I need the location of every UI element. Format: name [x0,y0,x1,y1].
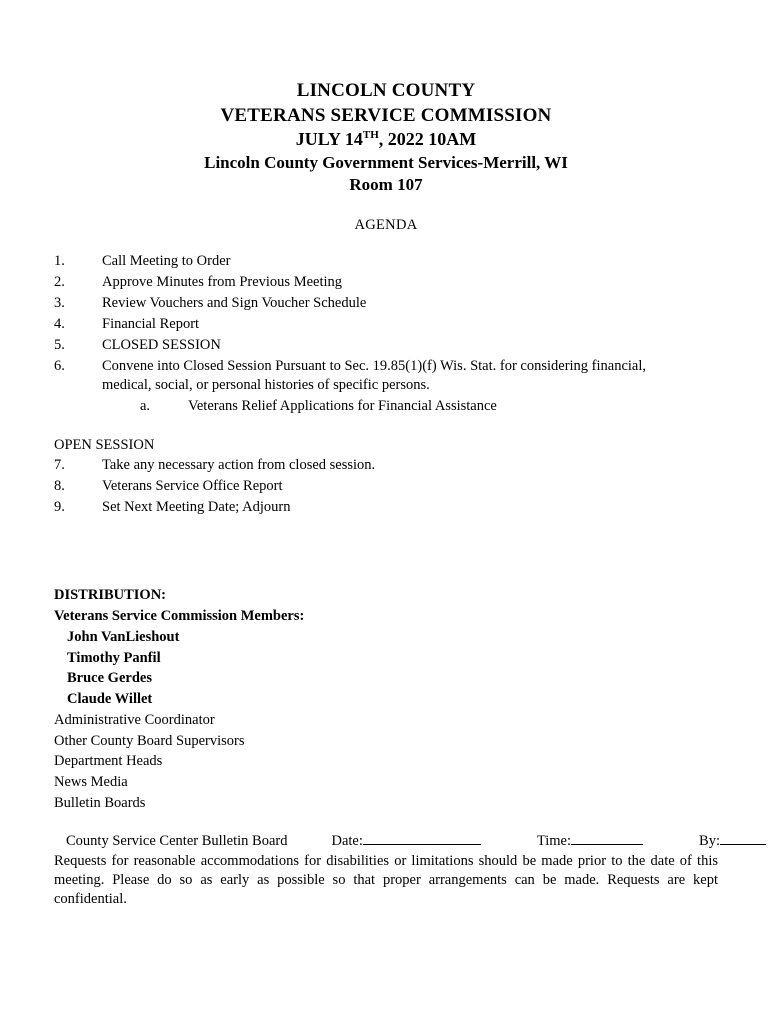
time-label: Time: [536,833,572,850]
agenda-item [54,273,718,292]
agenda-items-list [54,252,718,416]
header-line-commission: VETERANS SERVICE COMMISSION [220,105,552,127]
time-field[interactable] [571,844,643,845]
distribution-recipient: Administrative Coordinator [54,711,215,728]
agenda-item-number: 3. [54,294,65,311]
agenda-item-number: 1. [54,252,65,269]
agenda-item [54,498,718,517]
agenda-item-number: 9. [54,498,65,515]
agenda-items-list-after [54,456,718,517]
agenda-item-text: Take any necessary action from closed session. [102,456,376,473]
agenda-item [54,357,718,394]
bulletin-board-posting-line [54,832,718,851]
distribution-members-label: Veterans Service Commission Members: [54,608,305,625]
distribution-recipient: News Media [54,774,128,791]
agenda-item-text: Set Next Meeting Date; Adjourn [102,498,291,515]
agenda-item [54,252,718,271]
accommodations-paragraph: Requests for reasonable accommodations for disabilities or limitations should be made prior to the date of this meeting. Please do so as early as possible so that proper arrangements can be made. Requests are kept confidential. [54,853,718,907]
agenda-item-number: 8. [54,477,65,494]
by-label: By: [699,833,720,850]
agenda-item-text: Review Vouchers and Sign Voucher Schedule [102,294,367,311]
footer-block [54,832,718,908]
header-line-county: LINCOLN COUNTY [296,80,476,101]
agenda-item [54,336,718,355]
agenda-item-text-continued: medical, social, or personal histories of specific persons. [102,376,430,393]
agenda-item-text-wrap [102,357,718,394]
open-session-label: OPEN SESSION [54,436,155,453]
header-date-suffix: TH [362,129,379,142]
distribution-member: Claude Willet [67,691,153,708]
distribution-recipient: Bulletin Boards [54,794,146,811]
agenda-item-text: Financial Report [102,315,200,332]
distribution-title: DISTRIBUTION: [54,587,166,604]
agenda-label: AGENDA [354,216,418,233]
header-line-datetime [54,128,718,152]
agenda-item-number: 2. [54,273,65,290]
date-field[interactable] [363,844,481,845]
agenda-item [54,315,718,334]
header-date-post: , 2022 10AM [378,129,477,150]
agenda-item-text: Convene into Closed Session Pursuant to Sec. 19.85(1)(f) Wis. Stat. for considering financial, [102,358,647,375]
distribution-block [54,586,718,812]
by-field[interactable] [720,844,766,845]
agenda-item-text: Veterans Service Office Report [102,477,283,494]
agenda-item [54,477,718,496]
distribution-member: John VanLieshout [67,628,180,645]
agenda-item-text: Call Meeting to Order [102,252,231,269]
date-label: Date: [331,833,363,850]
agenda-sub-item [54,397,718,416]
bulletin-board-label: County Service Center Bulletin Board [66,833,288,850]
distribution-recipient: Other County Board Supervisors [54,732,245,749]
header-date-pre: JULY 14 [295,129,363,150]
agenda-item-number: 7. [54,456,65,473]
agenda-sub-item-number: a. [140,398,151,415]
distribution-member: Bruce Gerdes [67,670,152,687]
distribution-member: Timothy Panfil [67,649,161,666]
header-line-room: Room 107 [349,175,423,195]
agenda-item-text: CLOSED SESSION [102,336,221,353]
agenda-item-number: 4. [54,315,65,332]
agenda-item [54,294,718,313]
agenda-item-number: 6. [54,358,65,375]
agenda-item-text: Approve Minutes from Previous Meeting [102,273,343,290]
header-line-location: Lincoln County Government Services-Merrill, WI [204,152,568,172]
distribution-recipient: Department Heads [54,753,163,770]
agenda-item [54,456,718,475]
document-header [54,78,718,197]
agenda-item-number: 5. [54,336,65,353]
agenda-sub-item-text: Veterans Relief Applications for Financial Assistance [188,398,497,415]
